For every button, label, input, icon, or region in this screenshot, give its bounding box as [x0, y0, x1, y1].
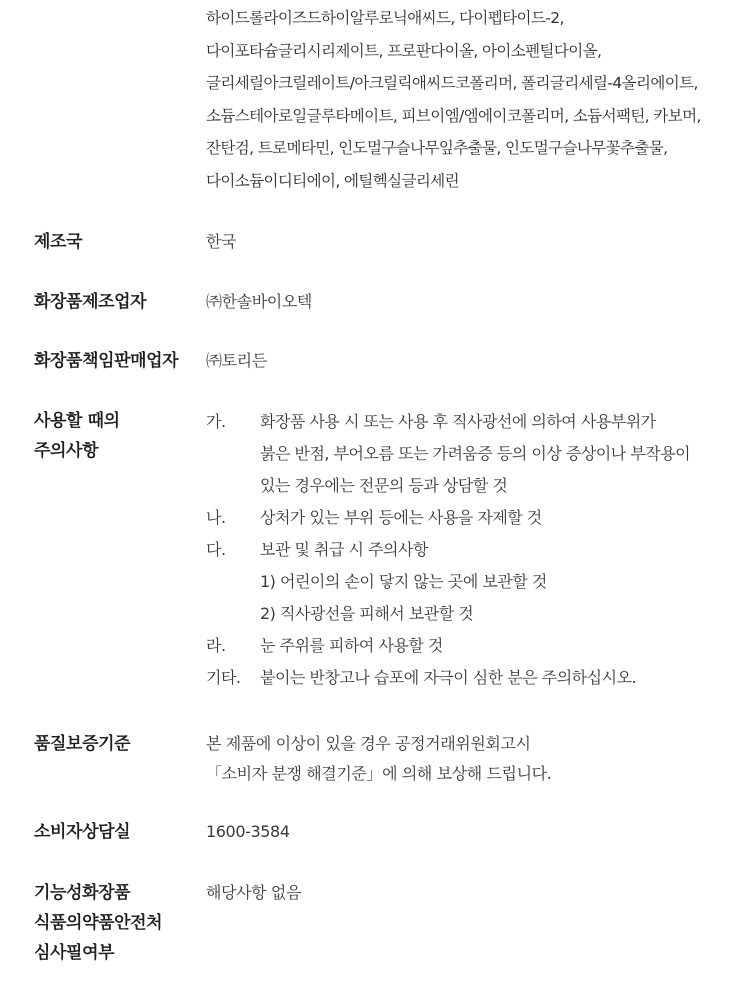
caution-text: 보관 및 취급 시 주의사항 — [260, 540, 428, 559]
caution-text: 붉은 반점, 부어오름 또는 가려움증 등의 이상 증상이나 부작용이 — [260, 444, 691, 463]
cautions-list — [206, 406, 736, 694]
caution-item-d — [206, 630, 736, 662]
caution-text: 붙이는 반창고나 습포에 자극이 심한 분은 주의하십시오. — [260, 668, 637, 687]
consultation-label: 소비자상담실 — [34, 822, 131, 842]
quality-text: 본 제품에 이상이 있을 경우 공정거래위원회고시 — [206, 734, 531, 753]
functional-label-line: 기능성화장품 — [34, 883, 131, 903]
ingredients-line: 하이드롤라이즈드하이알루로닉애씨드, 다이펩타이드-2, — [206, 9, 564, 27]
caution-text: 상처가 있는 부위 등에는 사용을 자제할 것 — [260, 508, 542, 527]
caution-text: 눈 주위를 피하여 사용할 것 — [260, 636, 443, 655]
country-value: 한국 — [206, 232, 237, 251]
cautions-label-line: 사용할 때의 — [34, 411, 120, 431]
consultation-phone: 1600-3584 — [206, 822, 290, 841]
caution-marker: 가. — [206, 412, 226, 431]
ingredients-line: 소듐스테아로일글루타메이트, 피브이엠/엠에이코폴리머, 소듐서팩틴, 카보머, — [206, 106, 701, 125]
caution-subitem: 1) 어린이의 손이 닿지 않는 곳에 보관할 것 — [260, 572, 547, 591]
caution-item-b — [206, 502, 736, 534]
caution-item-etc — [206, 662, 736, 694]
quality-value — [206, 729, 736, 789]
caution-subitem: 2) 직사광선을 피해서 보관할 것 — [260, 604, 474, 623]
quality-text: 「소비자 분쟁 해결기준」에 의해 보상해 드립니다. — [206, 764, 552, 783]
caution-marker: 다. — [206, 540, 226, 559]
distributor-value: ㈜토리든 — [206, 351, 267, 370]
functional-label-line: 식품의약품안전처 — [34, 913, 163, 933]
caution-marker: 라. — [206, 636, 226, 655]
cautions-label — [34, 406, 204, 466]
caution-item-a — [206, 406, 736, 438]
functional-value: 해당사항 없음 — [206, 883, 302, 902]
functional-label-line: 심사필여부 — [34, 943, 115, 963]
manufacturer-label: 화장품제조업자 — [34, 292, 147, 312]
functional-label — [34, 878, 204, 968]
caution-marker: 나. — [206, 508, 226, 527]
quality-label: 품질보증기준 — [34, 734, 131, 754]
ingredients-line: 잔탄검, 트로메타민, 인도멀구슬나무잎추출물, 인도멀구슬나무꽃추출물, — [206, 139, 668, 157]
manufacturer-value: ㈜한솔바이오텍 — [206, 292, 312, 311]
ingredients-line: 다이소듐이디티에이, 에틸헥실글리세린 — [206, 171, 459, 190]
ingredients-line: 다이포타슘글리시리제이트, 프로판다이올, 아이소펜틸다이올, — [206, 41, 602, 60]
ingredients-list — [206, 2, 736, 197]
distributor-label: 화장품책임판매업자 — [34, 351, 179, 371]
caution-text: 있는 경우에는 전문의 등과 상담할 것 — [260, 476, 508, 495]
cautions-label-line: 주의사항 — [34, 441, 99, 461]
caution-text: 화장품 사용 시 또는 사용 후 직사광선에 의하여 사용부위가 — [260, 412, 656, 431]
ingredients-line: 글리세릴아크릴레이트/아크릴릭애씨드코폴리머, 폴리글리세릴-4올리에이트, — [206, 74, 698, 92]
country-label: 제조국 — [34, 232, 83, 252]
caution-marker: 기타. — [206, 668, 241, 687]
caution-item-c — [206, 534, 736, 566]
